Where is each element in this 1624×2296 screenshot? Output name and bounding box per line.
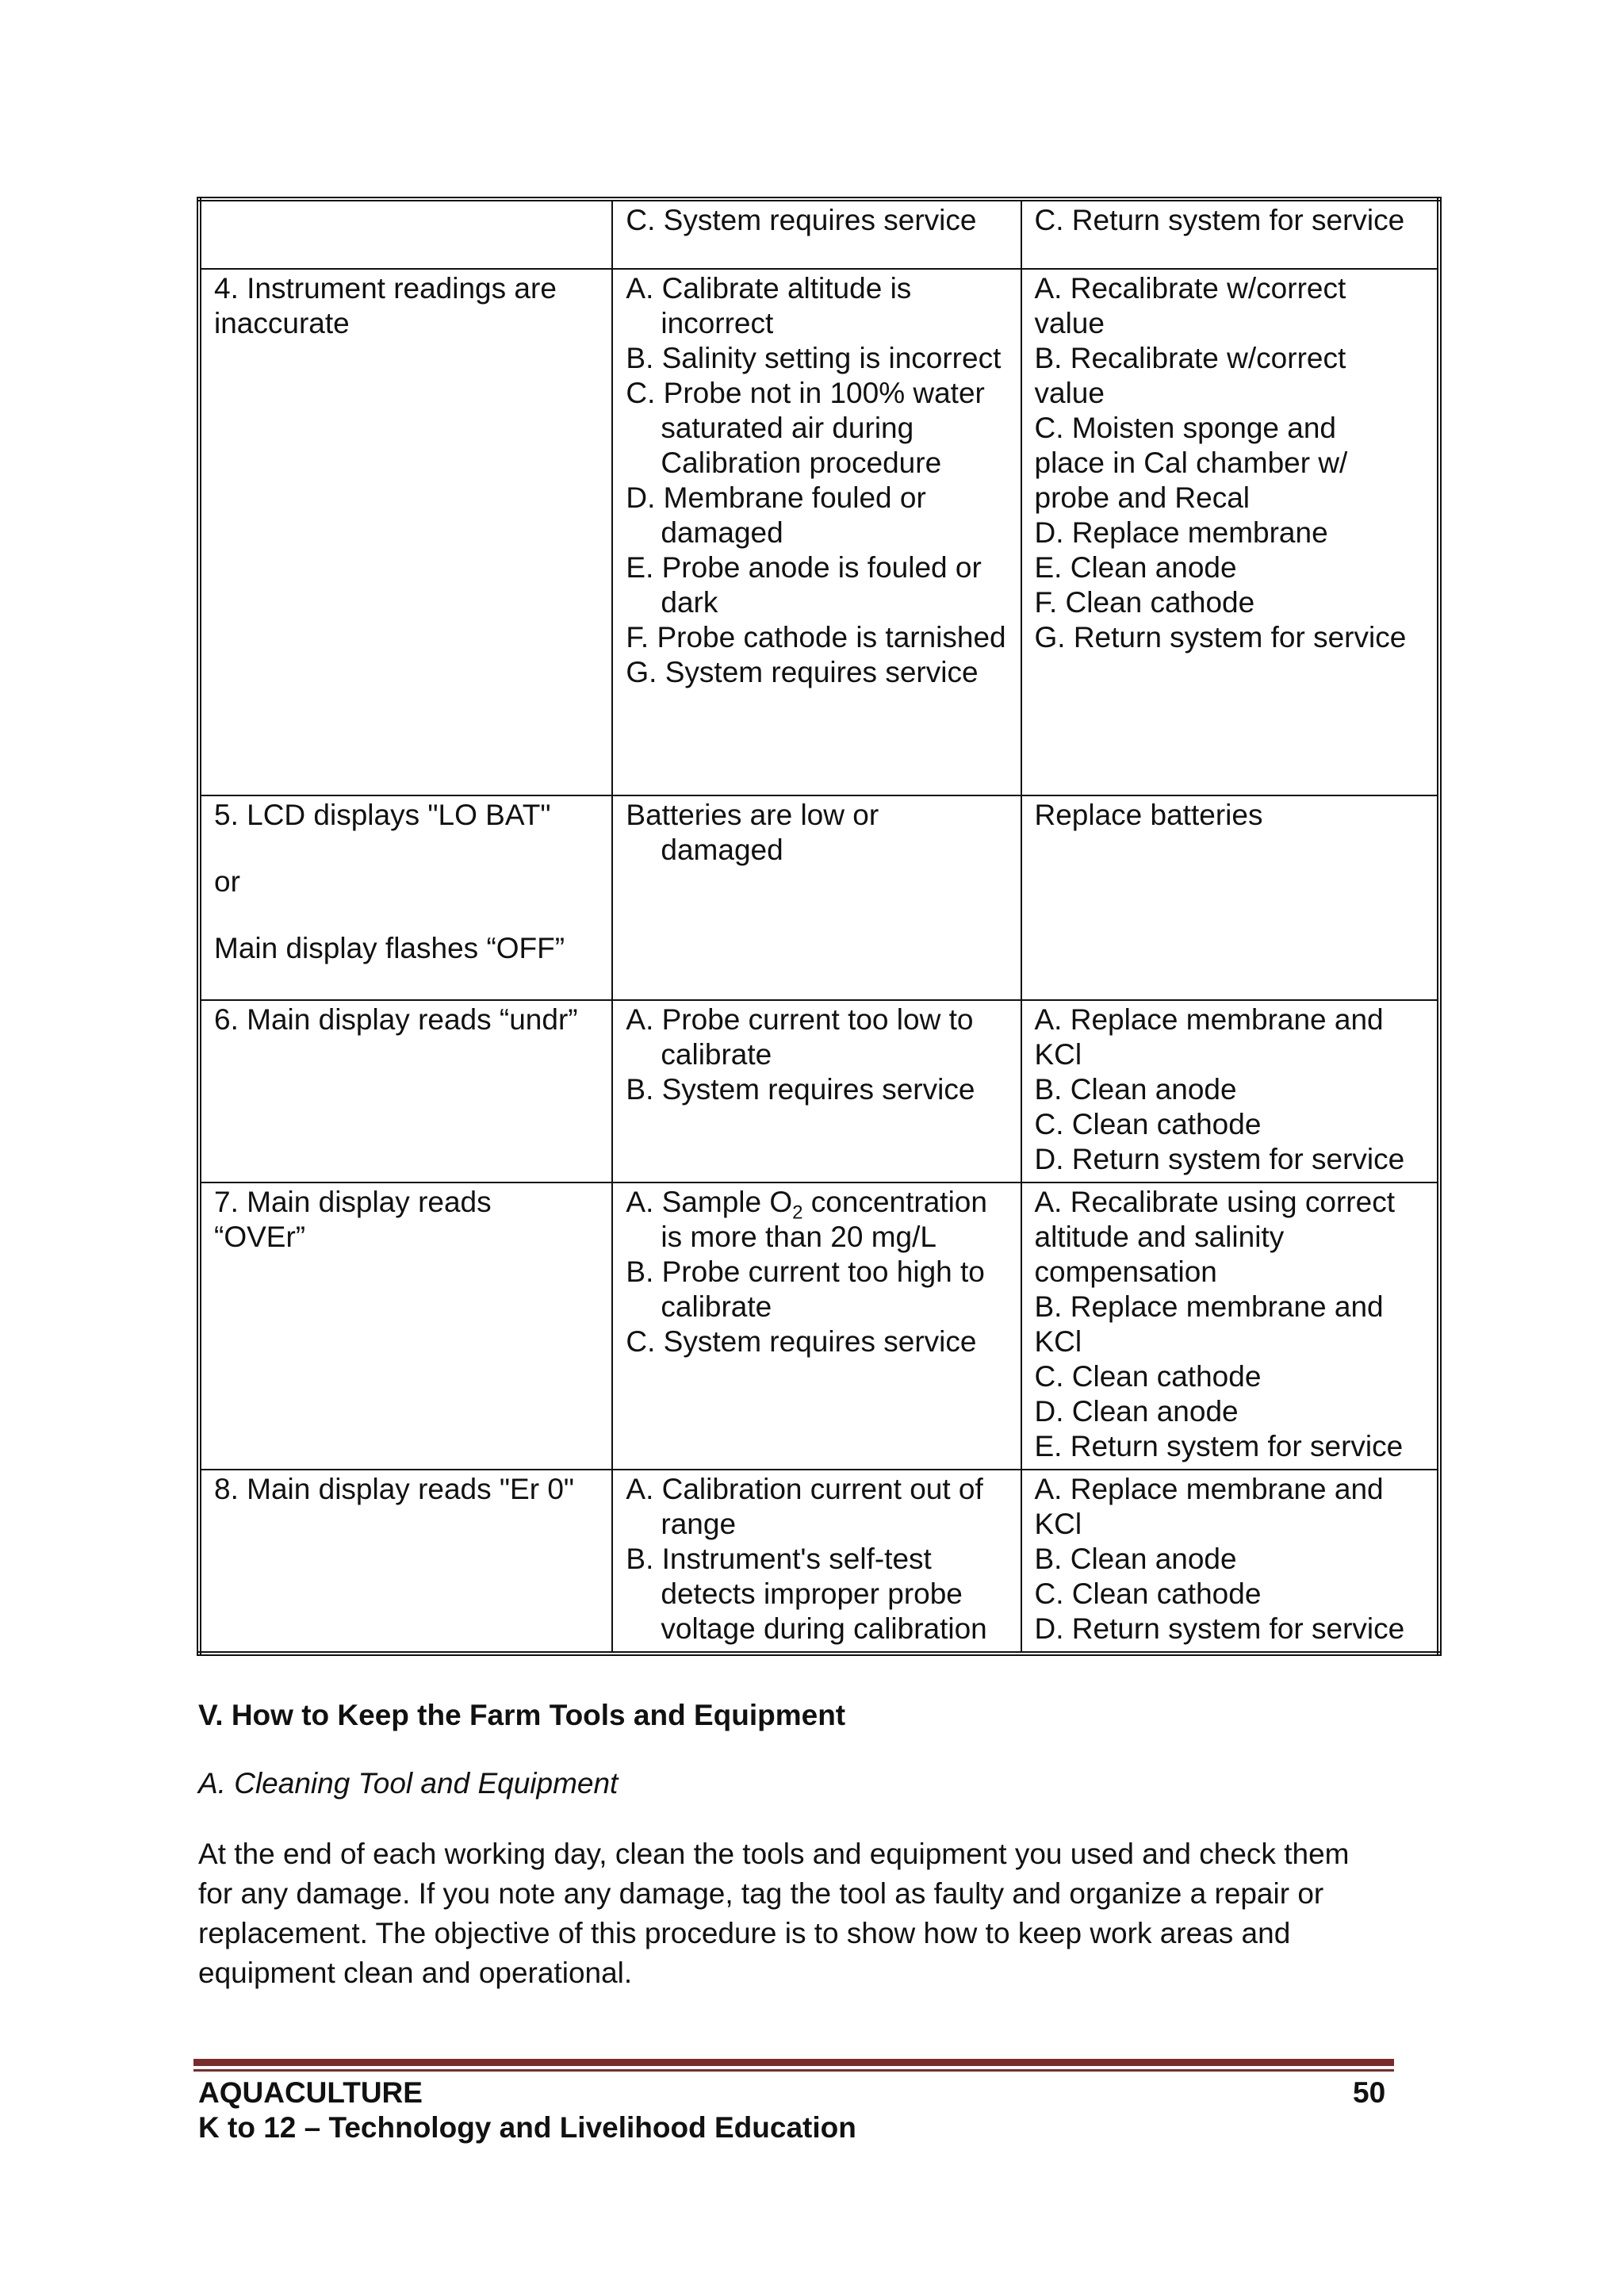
page-number: 50	[1353, 2076, 1386, 2109]
cause-item: E. Probe anode is fouled or dark	[626, 551, 982, 619]
cause-cell	[612, 199, 1021, 269]
body-paragraph	[198, 1834, 1435, 1993]
solution-item: D. Replace membrane	[1034, 516, 1328, 549]
cause-item: Batteries are low or damaged	[626, 799, 879, 866]
cause-item: C. System requires service	[626, 1325, 977, 1358]
cause-item: F. Probe cathode is tarnished	[626, 621, 1006, 654]
solution-item: G. Return system for service	[1034, 621, 1407, 654]
body-line: replacement. The objective of this procedure is to show how to keep work areas and	[198, 1917, 1291, 1949]
solution-cell	[1021, 269, 1440, 795]
solution-cell	[1021, 1182, 1440, 1470]
cause-item: B. Instrument's self-test detects improper probe voltage during calibration	[626, 1543, 987, 1645]
solution-item: C. Clean cathode	[1034, 1360, 1262, 1393]
solution-item: D. Return system for service	[1034, 1143, 1405, 1175]
solution-item: place in Cal chamber w/	[1034, 447, 1348, 479]
solution-cell	[1021, 199, 1440, 269]
problem-cell	[199, 1182, 612, 1470]
solution-item: compensation	[1034, 1255, 1217, 1288]
cause-item: B. Salinity setting is incorrect	[626, 342, 1002, 374]
solution-item: E. Return system for service	[1034, 1430, 1404, 1462]
cause-item: A. Probe current too low to calibrate	[626, 1003, 974, 1071]
problem-text: Main display flashes “OFF”	[214, 932, 565, 964]
problem-cell	[199, 1000, 612, 1182]
solution-cell	[1021, 795, 1440, 1000]
solution-item: C. Moisten sponge and	[1034, 412, 1337, 444]
problem-text: inaccurate	[214, 307, 350, 339]
solution-item: B. Clean anode	[1034, 1073, 1237, 1106]
solution-item: C. Clean cathode	[1034, 1577, 1262, 1610]
cause-cell	[612, 795, 1021, 1000]
solution-item: altitude and salinity	[1034, 1221, 1285, 1253]
table-row	[199, 1000, 1439, 1182]
cause-item-oxygen	[626, 1185, 1007, 1255]
solution-item: B. Replace membrane and	[1034, 1290, 1384, 1323]
cause-cell	[612, 1000, 1021, 1182]
solution-item: C. Clean cathode	[1034, 1108, 1262, 1140]
solution-item: D. Clean anode	[1034, 1395, 1239, 1428]
solution-item: KCl	[1034, 1325, 1082, 1358]
cause-prefix: A. Sample O	[626, 1186, 793, 1218]
cause-item: C. Probe not in 100% water saturated air during Calibration procedure	[626, 377, 985, 479]
solution-item: value	[1034, 307, 1105, 339]
troubleshooting-table	[197, 197, 1442, 1656]
cause-item: A. Calibration current out of range	[626, 1473, 983, 1540]
cause-item: D. Membrane fouled or damaged	[626, 481, 926, 549]
problem-cell	[199, 199, 612, 269]
cause-item: B. System requires service	[626, 1073, 975, 1106]
solution-item: B. Clean anode	[1034, 1543, 1237, 1575]
table-row	[199, 269, 1439, 795]
sub-heading: A. Cleaning Tool and Equipment	[198, 1767, 619, 1800]
solution-item: C. Return system for service	[1034, 204, 1405, 236]
problem-cell	[199, 795, 612, 1000]
solution-item: A. Replace membrane and	[1034, 1003, 1384, 1036]
cause-item: B. Probe current too high to calibrate	[626, 1255, 985, 1323]
cause-cell	[612, 1182, 1021, 1470]
footer-rule-thin	[193, 2069, 1394, 2072]
problem-text: 8. Main display reads "Er 0"	[214, 1473, 575, 1505]
table-row	[199, 1470, 1439, 1654]
problem-cell	[199, 1470, 612, 1654]
solution-item: B. Recalibrate w/correct	[1034, 342, 1346, 374]
solution-item: KCl	[1034, 1038, 1082, 1071]
solution-item: A. Recalibrate w/correct	[1034, 272, 1346, 305]
table-row	[199, 1182, 1439, 1470]
solution-item: E. Clean anode	[1034, 551, 1237, 584]
solution-item: F. Clean cathode	[1034, 586, 1255, 619]
solution-item: KCl	[1034, 1508, 1082, 1540]
cause-item: A. Calibrate altitude is incorrect	[626, 272, 912, 339]
solution-item: D. Return system for service	[1034, 1612, 1405, 1645]
cause-cell	[612, 269, 1021, 795]
problem-text: 5. LCD displays "LO BAT"	[214, 799, 551, 831]
cause-suffix: concentration is more than 20 mg/L	[661, 1186, 987, 1253]
solution-item: A. Replace membrane and	[1034, 1473, 1384, 1505]
solution-item: Replace batteries	[1034, 799, 1263, 831]
body-line: for any damage. If you note any damage, tag the tool as faulty and organize a repair or	[198, 1877, 1324, 1910]
footer-subtitle: K to 12 – Technology and Livelihood Education	[198, 2111, 856, 2144]
problem-text: 4. Instrument readings are	[214, 272, 557, 305]
problem-cell	[199, 269, 612, 795]
table-row	[199, 199, 1439, 269]
solution-item: probe and Recal	[1034, 481, 1251, 514]
solution-cell	[1021, 1470, 1440, 1654]
body-line: At the end of each working day, clean the tools and equipment you used and check them	[198, 1838, 1350, 1870]
solution-cell	[1021, 1000, 1440, 1182]
solution-item: A. Recalibrate using correct	[1034, 1186, 1395, 1218]
cause-item: C. System requires service	[626, 204, 977, 236]
table-row	[199, 795, 1439, 1000]
cause-cell	[612, 1470, 1021, 1654]
problem-text: 6. Main display reads “undr”	[214, 1003, 578, 1036]
problem-text: or	[214, 865, 240, 898]
section-heading: V. How to Keep the Farm Tools and Equipment	[198, 1699, 846, 1731]
subscript: 2	[792, 1202, 803, 1224]
footer-rule	[193, 2059, 1394, 2066]
cause-item: G. System requires service	[626, 656, 979, 688]
solution-item: value	[1034, 377, 1105, 409]
footer-title: AQUACULTURE	[198, 2076, 423, 2109]
problem-text: “OVEr”	[214, 1221, 306, 1253]
problem-text: 7. Main display reads	[214, 1186, 492, 1218]
body-line: equipment clean and operational.	[198, 1957, 633, 1989]
